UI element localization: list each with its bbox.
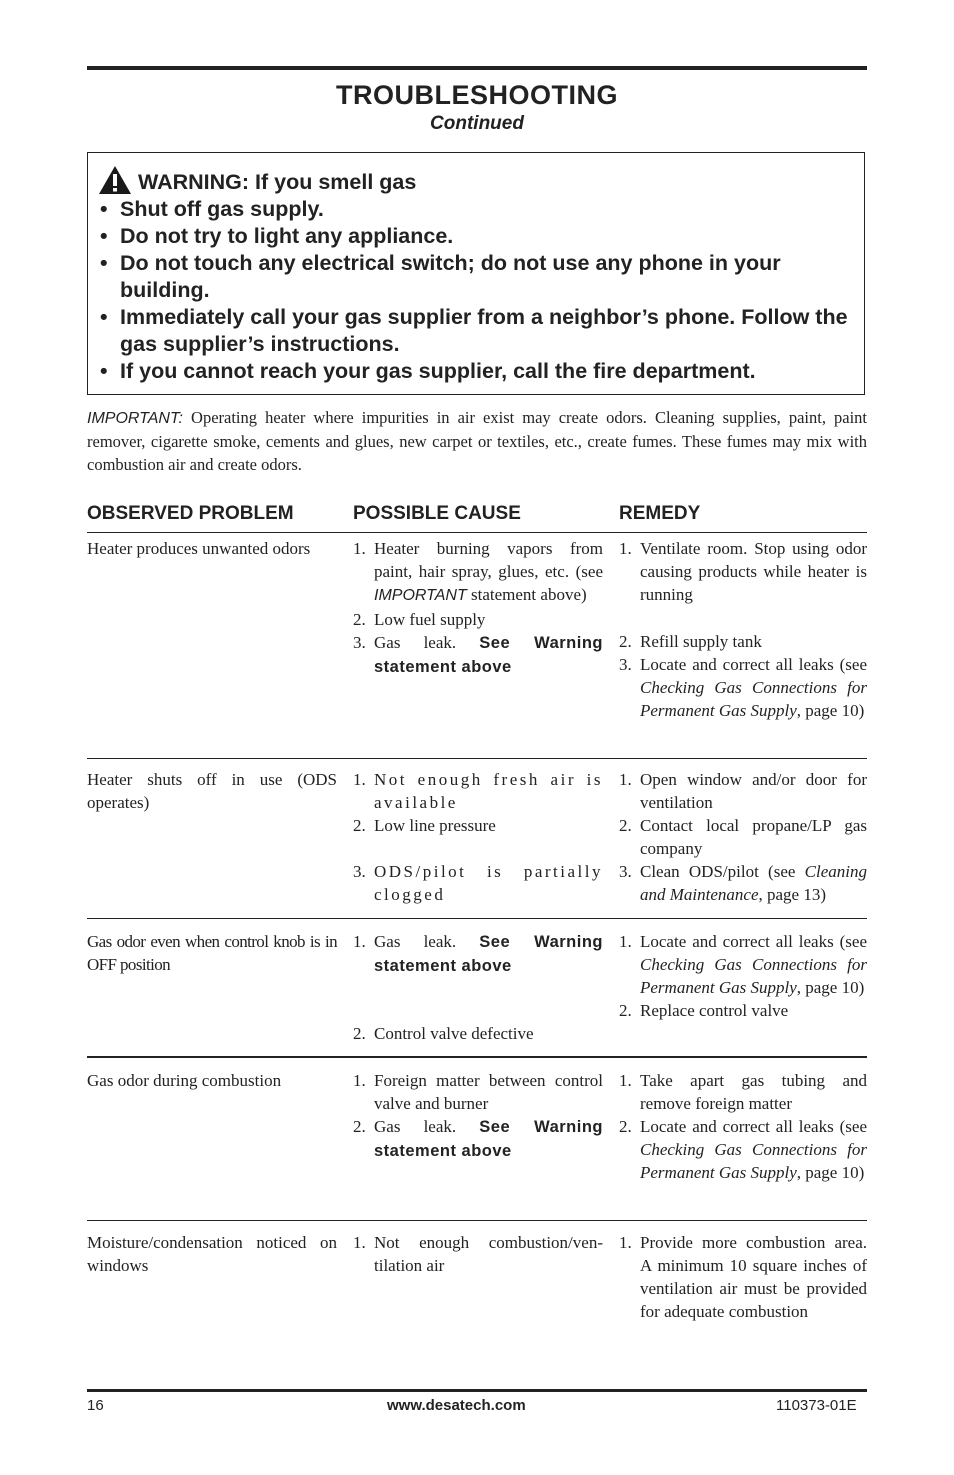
column-header-cause: POSSIBLE CAUSE: [353, 503, 521, 524]
cause-item: 3. Gas leak. See Warning statement above: [353, 633, 603, 676]
cause-item: 1. Heater burning vapors from paint, hair spray, glues, etc. (see IMPORTANT statement above): [353, 539, 603, 604]
footer-rule: [87, 1389, 867, 1392]
remedy-item: 1. Take apart gas tubing and remove foreign matter: [619, 1071, 867, 1113]
warning-list: [98, 196, 856, 385]
important-note: [87, 406, 867, 476]
cause-item: 2. Low line pressure: [353, 816, 496, 835]
row-divider: [87, 918, 867, 919]
remedy-item: 1. Locate and correct all leaks (see Checking Gas Connections for Permanent Gas Supply, page 10): [619, 932, 867, 997]
cause-cell: [353, 1231, 603, 1277]
cause-item: 1. Not enough fresh air is available: [353, 770, 603, 812]
cause-cell: [353, 768, 603, 906]
warning-heading-row: [98, 169, 856, 196]
warning-item: • Shut off gas supply.: [100, 197, 324, 221]
cause-cell: [353, 1069, 603, 1163]
cause-item: 1. Gas leak. See Warning statement above: [353, 932, 603, 975]
warning-box: [87, 152, 865, 395]
cause-item: 2. Low fuel supply: [353, 610, 486, 629]
cause-item: 2. Gas leak. See Warning statement above: [353, 1117, 603, 1160]
cause-item: 2. Control valve defective: [353, 1024, 534, 1043]
problem-cell: Heater shuts off in use (ODS operates): [87, 770, 337, 812]
top-rule: [87, 66, 867, 70]
remedy-cell: [619, 537, 867, 722]
page-number: 16: [87, 1397, 104, 1414]
page-subtitle: Continued: [430, 113, 524, 134]
remedy-item: 1. Ventilate room. Stop using odor causing products while heater is running: [619, 539, 867, 604]
cause-item: 1. Foreign matter between control valve and burner: [353, 1071, 603, 1113]
remedy-cell: [619, 768, 867, 906]
remedy-item: 2. Locate and correct all leaks (see Checking Gas Connections for Permanent Gas Supply, page 10): [619, 1117, 867, 1182]
remedy-item: 2. Replace control valve: [619, 1001, 789, 1020]
remedy-item: 3. Clean ODS/pilot (see Cleaning and Maintenance, page 13): [619, 862, 867, 904]
row-divider: [87, 1220, 867, 1221]
remedy-item: 1. Open window and/or door for ventilation: [619, 770, 867, 812]
cause-item: 3. ODS/pilot is partially clogged: [353, 862, 603, 904]
row-divider: [87, 758, 867, 759]
problem-cell: Gas odor even when control knob is in OFF position: [87, 932, 337, 974]
row-divider: [87, 1056, 867, 1058]
column-header-remedy: REMEDY: [619, 503, 701, 524]
problem-cell: Heater produces unwanted odors: [87, 539, 311, 558]
page-title: TROUBLESHOOTING: [336, 80, 618, 110]
warning-heading: WARNING: If you smell gas: [138, 170, 417, 194]
warning-item: • If you cannot reach your gas supplier, call the fire department.: [100, 359, 756, 383]
remedy-item: 2. Contact local propane/LP gas company: [619, 816, 867, 858]
header-rule: [87, 532, 867, 533]
cause-cell: [353, 930, 603, 1045]
cause-item: 1. Not enough combustion/ventilation air: [353, 1233, 603, 1275]
remedy-item: 3. Locate and correct all leaks (see Checking Gas Connections for Permanent Gas Supply, page 10): [619, 655, 867, 720]
problem-cell: Moisture/condensation noticed on windows: [87, 1233, 337, 1275]
warning-item: • Do not touch any electrical switch; do not use any phone in your building.: [100, 251, 781, 302]
problem-cell: Gas odor during combustion: [87, 1071, 282, 1090]
remedy-item: 2. Refill supply tank: [619, 632, 762, 651]
warning-triangle-icon: [98, 165, 132, 195]
remedy-cell: [619, 1069, 867, 1184]
website-link[interactable]: www.desatech.com: [387, 1397, 526, 1414]
cause-cell: [353, 537, 603, 679]
warning-item: • Do not try to light any appliance.: [100, 224, 454, 248]
document-number: 110373-01E: [776, 1397, 857, 1414]
remedy-cell: [619, 1231, 867, 1323]
remedy-cell: [619, 930, 867, 1022]
warning-item: • Immediately call your gas supplier from a neighbor’s phone. Follow the gas supplier’s instructions.: [100, 305, 848, 356]
important-text: Operating heater where impurities in air exist may create odors. Cleaning supplies, paint, paint remover, cigarette smoke, cements and glues, new carpet or textiles, etc., create fumes. These fumes may mix with combustion air and create odors.: [87, 408, 867, 474]
important-label: IMPORTANT:: [87, 410, 183, 427]
remedy-item: 1. Provide more combustion area. A minimum 10 square inches of ventilation air must be provided for adequate combustion: [619, 1233, 867, 1321]
column-header-problem: OBSERVED PROBLEM: [87, 503, 294, 524]
